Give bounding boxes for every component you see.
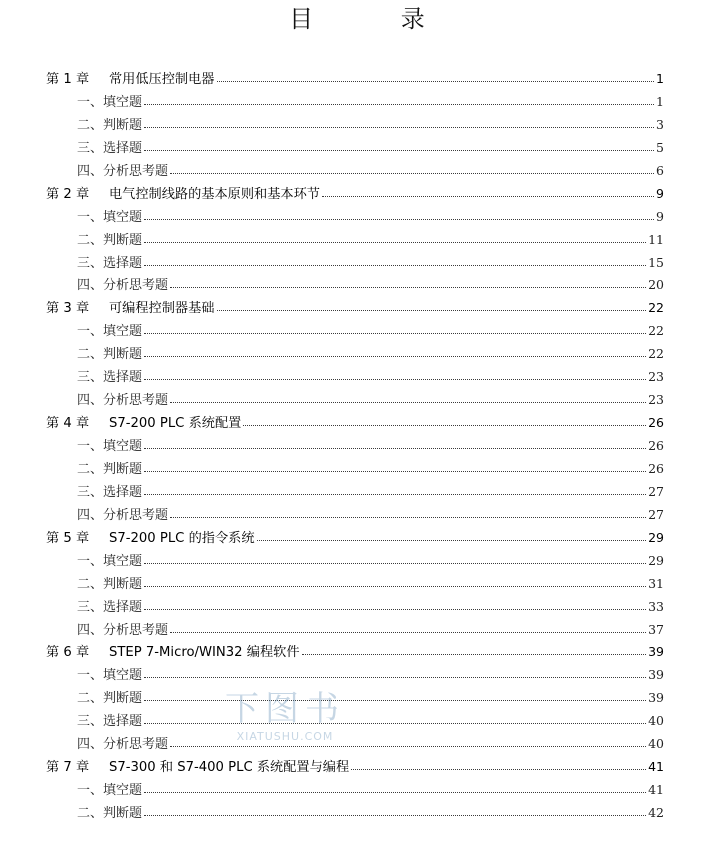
chapter-title: 常用低压控制电器 xyxy=(109,72,215,87)
toc-section-row[interactable] xyxy=(46,252,664,275)
section-title: 四、分析思考题 xyxy=(77,163,169,179)
toc-section-row[interactable] xyxy=(46,664,664,687)
dot-leader xyxy=(144,211,654,220)
section-title: 四、分析思考题 xyxy=(77,393,169,409)
page-number: 23 xyxy=(648,369,664,385)
page-number: 5 xyxy=(656,139,664,155)
page-number: 26 xyxy=(648,415,664,431)
toc-section-row[interactable] xyxy=(46,481,664,504)
dot-leader xyxy=(302,646,647,655)
toc-section-row[interactable] xyxy=(46,160,664,183)
section-title: 三、选择题 xyxy=(77,484,143,500)
dot-leader xyxy=(144,325,646,334)
toc-section-row[interactable] xyxy=(46,137,664,160)
chapter-number: 第 1 章 xyxy=(46,72,90,87)
dot-leader xyxy=(170,165,654,174)
chapter-number: 第 6 章 xyxy=(46,645,90,661)
section-title: 三、选择题 xyxy=(77,370,143,386)
toc-section-row[interactable] xyxy=(46,389,664,412)
page-number: 31 xyxy=(648,575,664,591)
toc-section-row[interactable] xyxy=(46,91,664,114)
section-title: 一、填空题 xyxy=(77,439,143,454)
watermark-url: XIATUSHU.COM xyxy=(236,730,334,743)
dot-leader xyxy=(170,279,646,288)
toc-chapter-row[interactable] xyxy=(46,68,664,91)
dot-leader xyxy=(144,96,654,105)
page-number: 1 xyxy=(656,71,664,86)
page-number: 29 xyxy=(648,552,664,568)
dot-leader xyxy=(217,73,655,82)
toc-chapter-row[interactable] xyxy=(46,183,664,206)
toc-section-row[interactable] xyxy=(46,435,664,458)
dot-leader xyxy=(144,119,654,128)
toc-section-row[interactable] xyxy=(46,229,664,252)
dot-leader xyxy=(170,738,646,747)
page-title: 目 录 xyxy=(289,5,465,33)
section-title: 一、填空题 xyxy=(77,324,143,340)
chapter-number: 第 4 章 xyxy=(46,416,90,432)
page-number: 41 xyxy=(648,759,664,775)
chapter-title: S7-300 和 S7-400 PLC 系统配置与编程 xyxy=(109,760,350,776)
toc-section-row[interactable] xyxy=(46,619,664,642)
toc-chapter-row[interactable] xyxy=(46,527,664,550)
page-number: 41 xyxy=(648,782,664,798)
section-title: 二、判断题 xyxy=(77,461,143,477)
toc-section-row[interactable] xyxy=(46,733,664,756)
toc-section-row[interactable] xyxy=(46,206,664,229)
section-title: 三、选择题 xyxy=(77,255,143,271)
toc-section-row[interactable] xyxy=(46,779,664,802)
toc-section-row[interactable] xyxy=(46,343,664,366)
page-number: 26 xyxy=(648,438,664,453)
toc-section-row[interactable] xyxy=(46,550,664,573)
toc-section-row[interactable] xyxy=(46,687,664,710)
dot-leader xyxy=(170,509,646,518)
dot-leader xyxy=(144,463,646,472)
page-number: 27 xyxy=(648,483,664,499)
toc-section-row[interactable] xyxy=(46,504,664,527)
chapter-title: STEP 7-Micro/WIN32 编程软件 xyxy=(109,645,300,661)
section-title: 二、判断题 xyxy=(77,806,143,821)
dot-leader xyxy=(144,807,646,816)
dot-leader xyxy=(144,578,646,587)
section-title: 四、分析思考题 xyxy=(77,737,169,753)
chapter-number: 第 2 章 xyxy=(46,186,90,202)
page-number: 20 xyxy=(648,277,664,293)
dot-leader xyxy=(144,440,646,449)
page-number: 39 xyxy=(648,644,664,660)
section-title: 一、填空题 xyxy=(77,668,143,684)
toc-section-row[interactable] xyxy=(46,458,664,481)
page-number: 22 xyxy=(648,300,664,316)
table-of-contents xyxy=(46,68,664,825)
page-number: 37 xyxy=(648,621,664,637)
dot-leader xyxy=(144,371,646,380)
dot-leader xyxy=(144,348,646,357)
dot-leader xyxy=(144,142,654,151)
toc-section-row[interactable] xyxy=(46,114,664,137)
page-number: 39 xyxy=(648,690,664,706)
section-title: 二、判断题 xyxy=(77,691,143,707)
toc-section-row[interactable] xyxy=(46,366,664,389)
dot-leader xyxy=(144,715,646,724)
section-title: 一、填空题 xyxy=(77,553,143,569)
page-number: 33 xyxy=(648,598,664,614)
dot-leader xyxy=(322,188,654,197)
dot-leader xyxy=(144,555,646,564)
page-number: 40 xyxy=(648,736,664,752)
chapter-title: 可编程控制器基础 xyxy=(109,301,215,317)
page-number: 42 xyxy=(648,805,664,820)
watermark-logo: 下图书 xyxy=(225,689,345,729)
page-number: 9 xyxy=(656,208,664,224)
chapter-title: S7-200 PLC 的指令系统 xyxy=(109,530,255,546)
page-number: 15 xyxy=(648,254,664,270)
chapter-title: S7-200 PLC 系统配置 xyxy=(109,416,242,432)
toc-section-row[interactable] xyxy=(46,573,664,596)
page-number: 27 xyxy=(648,506,664,522)
page-number: 3 xyxy=(656,116,664,132)
toc-chapter-row[interactable] xyxy=(46,641,664,664)
page-number: 1 xyxy=(656,93,664,109)
page-number: 9 xyxy=(656,185,664,201)
dot-leader xyxy=(351,761,646,770)
page-number: 22 xyxy=(648,346,664,362)
section-title: 三、选择题 xyxy=(77,714,143,730)
section-title: 二、判断题 xyxy=(77,117,143,133)
section-title: 三、选择题 xyxy=(77,140,143,156)
section-title: 二、判断题 xyxy=(77,576,143,592)
dot-leader xyxy=(144,257,646,266)
dot-leader xyxy=(144,234,646,243)
page-number: 29 xyxy=(648,529,664,545)
toc-section-row[interactable] xyxy=(46,274,664,297)
section-title: 三、选择题 xyxy=(77,599,143,615)
dot-leader xyxy=(243,417,646,426)
section-title: 一、填空题 xyxy=(77,783,143,799)
dot-leader xyxy=(144,692,646,701)
dot-leader xyxy=(144,486,646,495)
dot-leader xyxy=(144,784,646,793)
toc-chapter-row[interactable] xyxy=(46,412,664,435)
chapter-number: 第 3 章 xyxy=(46,301,90,317)
dot-leader xyxy=(170,624,646,633)
page-number: 40 xyxy=(648,713,664,729)
chapter-number: 第 7 章 xyxy=(46,760,90,776)
toc-chapter-row[interactable] xyxy=(46,756,664,779)
toc-section-row[interactable] xyxy=(46,320,664,343)
toc-section-row[interactable] xyxy=(46,596,664,619)
dot-leader xyxy=(257,532,647,541)
dot-leader xyxy=(217,302,647,311)
dot-leader xyxy=(144,601,646,610)
page-number: 39 xyxy=(648,667,664,683)
section-title: 一、填空题 xyxy=(77,94,143,110)
chapter-title: 电气控制线路的基本原则和基本环节 xyxy=(109,186,320,202)
dot-leader xyxy=(144,669,646,678)
page-number: 11 xyxy=(648,231,664,247)
section-title: 四、分析思考题 xyxy=(77,622,169,638)
section-title: 一、填空题 xyxy=(77,209,143,225)
page-number: 26 xyxy=(648,460,664,476)
toc-section-row[interactable] xyxy=(46,710,664,733)
dot-leader xyxy=(170,394,646,403)
section-title: 四、分析思考题 xyxy=(77,507,169,523)
page-number: 22 xyxy=(648,323,664,339)
page-number: 6 xyxy=(656,162,664,178)
toc-section-row[interactable] xyxy=(46,802,664,825)
toc-chapter-row[interactable] xyxy=(46,297,664,320)
page-number: 23 xyxy=(648,392,664,408)
section-title: 二、判断题 xyxy=(77,347,143,363)
chapter-number: 第 5 章 xyxy=(46,530,90,546)
section-title: 四、分析思考题 xyxy=(77,278,169,294)
section-title: 二、判断题 xyxy=(77,232,143,248)
